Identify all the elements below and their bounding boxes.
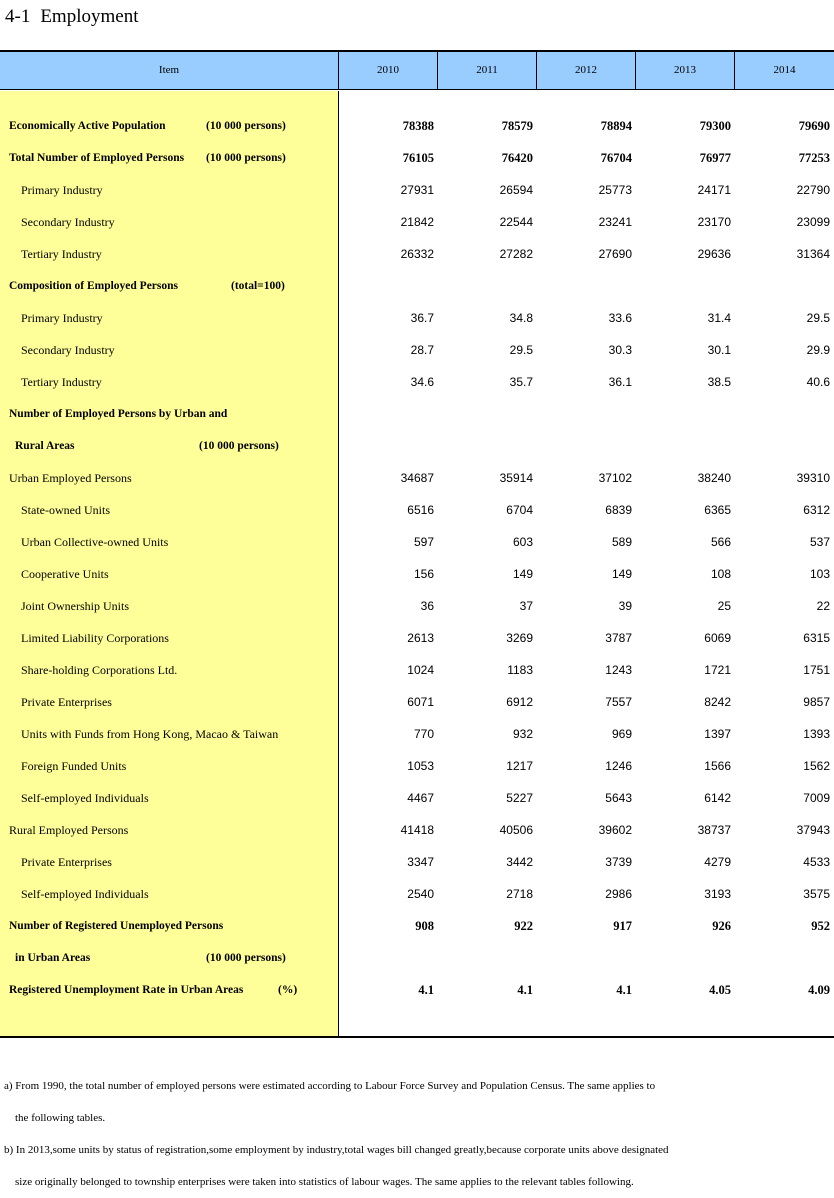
row-label: State-owned Units bbox=[21, 503, 110, 517]
row-label: Units with Funds from Hong Kong, Macao & Taiwan bbox=[21, 727, 279, 741]
row-value-2012: 27690 bbox=[598, 247, 632, 261]
row-value-2010: 4467 bbox=[407, 791, 434, 805]
row-value-2011 bbox=[443, 942, 533, 974]
table-row bbox=[0, 590, 834, 622]
row-value-2013: 76977 bbox=[699, 151, 731, 165]
row-value-2013: 31.4 bbox=[707, 311, 731, 325]
header-year-2014: 2014 bbox=[734, 52, 834, 89]
row-value-2012 bbox=[542, 942, 632, 974]
row-label: Urban Collective-owned Units bbox=[21, 535, 169, 549]
row-value-2013: 1566 bbox=[704, 759, 731, 773]
row-value-2010: 1024 bbox=[407, 663, 434, 677]
row-value-2013: 3193 bbox=[704, 887, 731, 901]
row-value-2011: 1183 bbox=[507, 663, 533, 677]
row-value-2012: 3787 bbox=[605, 631, 632, 645]
row-value-2011: 3269 bbox=[506, 631, 533, 645]
row-value-2012: 917 bbox=[613, 919, 632, 933]
row-unit: (10 000 persons) bbox=[206, 952, 286, 964]
row-value-2013 bbox=[641, 270, 731, 302]
row-value-2010 bbox=[344, 270, 434, 302]
table-row bbox=[0, 654, 834, 686]
row-value-2014 bbox=[740, 270, 830, 302]
row-label: Self-employed Individuals bbox=[21, 791, 149, 805]
row-unit: (10 000 persons) bbox=[206, 152, 286, 164]
row-value-2010: 597 bbox=[413, 535, 434, 549]
row-label: Composition of Employed Persons bbox=[9, 280, 178, 292]
row-value-2014: 103 bbox=[809, 567, 830, 581]
row-value-2012: 5643 bbox=[605, 791, 632, 805]
table-row bbox=[0, 558, 834, 590]
row-unit: (total=100) bbox=[231, 280, 285, 292]
row-value-2012: 36.1 bbox=[608, 375, 632, 389]
header-year-2012: 2012 bbox=[536, 52, 635, 89]
row-value-2014 bbox=[740, 430, 830, 462]
table-title: Employment bbox=[40, 6, 139, 27]
row-value-2013: 38240 bbox=[697, 471, 731, 485]
table-header bbox=[0, 52, 834, 90]
row-value-2014: 7009 bbox=[803, 791, 830, 805]
row-value-2014: 1393 bbox=[803, 727, 830, 741]
row-label: Self-employed Individuals bbox=[21, 887, 149, 901]
table-row bbox=[0, 302, 834, 334]
table-number: 4-1 bbox=[5, 6, 31, 27]
row-value-2012 bbox=[542, 270, 632, 302]
page-title bbox=[5, 6, 138, 28]
row-value-2012: 1246 bbox=[605, 759, 632, 773]
table-row bbox=[0, 110, 834, 142]
row-value-2014: 22 bbox=[816, 599, 830, 613]
row-value-2014: 4533 bbox=[803, 855, 830, 869]
row-value-2010: 21842 bbox=[400, 215, 434, 229]
row-value-2011: 922 bbox=[514, 919, 533, 933]
row-value-2014: 9857 bbox=[803, 695, 830, 709]
row-value-2013: 6142 bbox=[704, 791, 731, 805]
row-value-2011: 22544 bbox=[499, 215, 533, 229]
footnote-line: the following tables. bbox=[15, 1112, 106, 1124]
row-value-2010: 2540 bbox=[407, 887, 434, 901]
row-label: Tertiary Industry bbox=[21, 375, 102, 389]
table-row bbox=[0, 750, 834, 782]
table-row bbox=[0, 494, 834, 526]
table-row bbox=[0, 174, 834, 206]
row-value-2014: 23099 bbox=[796, 215, 830, 229]
row-label: Registered Unemployment Rate in Urban Areas bbox=[9, 984, 244, 996]
table-row bbox=[0, 366, 834, 398]
row-value-2014: 3575 bbox=[803, 887, 830, 901]
row-value-2010: 78388 bbox=[402, 119, 434, 133]
row-value-2012: 3739 bbox=[605, 855, 632, 869]
row-value-2011: 35914 bbox=[499, 471, 533, 485]
table-row bbox=[0, 878, 834, 910]
row-value-2012: 589 bbox=[611, 535, 632, 549]
row-value-2014: 37943 bbox=[796, 823, 830, 837]
row-label: Total Number of Employed Persons bbox=[9, 152, 185, 164]
row-value-2010: 36.7 bbox=[410, 311, 434, 325]
row-unit: (%) bbox=[278, 984, 298, 996]
row-value-2014: 952 bbox=[811, 919, 830, 933]
footnote-line: b) In 2013,some units by status of registration,some employment by industry,total wages bill changed greatly,because corporate units above designated bbox=[4, 1144, 669, 1156]
table-row bbox=[0, 398, 834, 430]
row-value-2012: 33.6 bbox=[608, 311, 632, 325]
table-row bbox=[0, 206, 834, 238]
row-label: Foreign Funded Units bbox=[21, 759, 127, 773]
table-row bbox=[0, 270, 834, 302]
row-value-2010: 36 bbox=[420, 599, 434, 613]
table-row bbox=[0, 718, 834, 750]
row-value-2012: 6839 bbox=[605, 503, 632, 517]
row-label: Economically Active Population bbox=[9, 120, 166, 132]
header-year-2010: 2010 bbox=[338, 52, 437, 89]
row-value-2011: 5227 bbox=[506, 791, 533, 805]
row-value-2012: 25773 bbox=[598, 183, 632, 197]
row-value-2010: 28.7 bbox=[410, 343, 434, 357]
row-value-2011: 26594 bbox=[499, 183, 533, 197]
row-value-2011 bbox=[443, 430, 533, 462]
row-value-2014 bbox=[740, 398, 830, 430]
row-label: Primary Industry bbox=[21, 183, 103, 197]
row-value-2010: 6516 bbox=[407, 503, 434, 517]
footnote-line: a) From 1990, the total number of employed persons were estimated according to Labour Force Survey and Population Census. The same applies to bbox=[4, 1080, 656, 1092]
row-value-2010: 27931 bbox=[400, 183, 434, 197]
row-value-2014: 40.6 bbox=[806, 375, 830, 389]
row-value-2011 bbox=[443, 270, 533, 302]
row-value-2010: 1053 bbox=[407, 759, 434, 773]
row-value-2014: 6312 bbox=[803, 503, 830, 517]
table-row bbox=[0, 814, 834, 846]
row-value-2010 bbox=[344, 430, 434, 462]
row-value-2014: 29.9 bbox=[806, 343, 830, 357]
table-row bbox=[0, 142, 834, 174]
row-value-2011: 3442 bbox=[506, 855, 533, 869]
row-value-2013 bbox=[641, 430, 731, 462]
row-value-2010: 41418 bbox=[400, 823, 434, 837]
row-value-2013: 8242 bbox=[704, 695, 731, 709]
row-value-2011: 6912 bbox=[506, 695, 533, 709]
row-label: in Urban Areas bbox=[15, 952, 91, 964]
row-value-2012: 78894 bbox=[600, 119, 632, 133]
table-row bbox=[0, 686, 834, 718]
row-value-2010: 34.6 bbox=[410, 375, 434, 389]
row-label: Urban Employed Persons bbox=[9, 471, 132, 485]
table-row bbox=[0, 526, 834, 558]
row-value-2012: 149 bbox=[611, 567, 632, 581]
row-value-2013: 24171 bbox=[697, 183, 731, 197]
row-value-2013: 4279 bbox=[704, 855, 731, 869]
header-item: Item bbox=[158, 64, 180, 76]
row-value-2010: 26332 bbox=[400, 247, 434, 261]
row-value-2010: 770 bbox=[413, 727, 434, 741]
row-value-2014: 1562 bbox=[803, 759, 830, 773]
row-value-2013: 30.1 bbox=[707, 343, 731, 357]
row-value-2011: 29.5 bbox=[509, 343, 533, 357]
row-value-2014 bbox=[740, 942, 830, 974]
row-value-2014: 6315 bbox=[803, 631, 830, 645]
row-value-2011: 149 bbox=[512, 567, 533, 581]
row-value-2014: 22790 bbox=[796, 183, 830, 197]
row-value-2014: 39310 bbox=[796, 471, 830, 485]
row-value-2010: 2613 bbox=[407, 631, 434, 645]
row-value-2010 bbox=[344, 942, 434, 974]
row-value-2011: 932 bbox=[512, 727, 533, 741]
row-label: Rural Areas bbox=[15, 440, 75, 452]
row-value-2013: 1397 bbox=[704, 727, 731, 741]
row-value-2011: 37 bbox=[519, 599, 533, 613]
footnotes bbox=[4, 1070, 830, 1198]
table-row bbox=[0, 782, 834, 814]
row-value-2013: 38.5 bbox=[707, 375, 731, 389]
row-value-2012: 39602 bbox=[598, 823, 632, 837]
row-value-2010: 4.1 bbox=[418, 983, 434, 997]
row-value-2010: 156 bbox=[413, 567, 434, 581]
row-value-2012: 37102 bbox=[598, 471, 632, 485]
row-value-2012 bbox=[542, 430, 632, 462]
row-value-2011: 76420 bbox=[501, 151, 533, 165]
table-row bbox=[0, 622, 834, 654]
row-value-2011: 35.7 bbox=[509, 375, 533, 389]
row-label: Share-holding Corporations Ltd. bbox=[21, 663, 178, 677]
row-value-2011: 6704 bbox=[506, 503, 533, 517]
row-value-2012: 39 bbox=[618, 599, 632, 613]
row-label: Secondary Industry bbox=[21, 343, 115, 357]
row-value-2014: 537 bbox=[809, 535, 830, 549]
row-value-2010 bbox=[344, 398, 434, 430]
row-value-2012: 4.1 bbox=[616, 983, 632, 997]
row-value-2013: 1721 bbox=[704, 663, 731, 677]
row-label: Private Enterprises bbox=[21, 695, 112, 709]
row-label: Cooperative Units bbox=[21, 567, 109, 581]
row-label: Secondary Industry bbox=[21, 215, 115, 229]
row-value-2011 bbox=[443, 398, 533, 430]
row-value-2011: 1217 bbox=[506, 759, 533, 773]
row-value-2012: 1243 bbox=[605, 663, 632, 677]
header-year-2013: 2013 bbox=[635, 52, 734, 89]
row-value-2012: 969 bbox=[611, 727, 632, 741]
table-row bbox=[0, 910, 834, 942]
bottom-rule bbox=[0, 1036, 834, 1038]
row-value-2013 bbox=[641, 398, 731, 430]
row-label: Rural Employed Persons bbox=[9, 823, 129, 837]
table-row bbox=[0, 462, 834, 494]
row-value-2013: 79300 bbox=[699, 119, 731, 133]
row-value-2011: 40506 bbox=[499, 823, 533, 837]
row-value-2010: 3347 bbox=[407, 855, 434, 869]
row-value-2010: 6071 bbox=[407, 695, 434, 709]
table-row bbox=[0, 974, 834, 1006]
row-label: Limited Liability Corporations bbox=[21, 631, 169, 645]
row-value-2014: 4.09 bbox=[808, 983, 830, 997]
row-value-2013: 6069 bbox=[704, 631, 731, 645]
row-value-2011: 2718 bbox=[506, 887, 533, 901]
row-value-2010: 34687 bbox=[400, 471, 434, 485]
row-value-2011: 603 bbox=[512, 535, 533, 549]
row-value-2013: 108 bbox=[710, 567, 731, 581]
row-value-2013: 23170 bbox=[697, 215, 731, 229]
row-label: Joint Ownership Units bbox=[21, 599, 129, 613]
row-label: Private Enterprises bbox=[21, 855, 112, 869]
footnote-line: size originally belonged to township enterprises were taken into statistics of labour wages. The same applies to the relevant tables following. bbox=[15, 1176, 634, 1188]
row-value-2012 bbox=[542, 398, 632, 430]
row-label: Primary Industry bbox=[21, 311, 103, 325]
table-row bbox=[0, 942, 834, 974]
row-value-2012: 2986 bbox=[605, 887, 632, 901]
row-value-2011: 4.1 bbox=[517, 983, 533, 997]
table-row bbox=[0, 238, 834, 270]
row-label: Number of Registered Unemployed Persons bbox=[9, 920, 224, 932]
table-row bbox=[0, 334, 834, 366]
row-value-2011: 34.8 bbox=[509, 311, 533, 325]
row-value-2013: 566 bbox=[710, 535, 731, 549]
row-value-2010: 76105 bbox=[402, 151, 434, 165]
row-value-2012: 76704 bbox=[600, 151, 632, 165]
table-row bbox=[0, 846, 834, 878]
row-value-2013: 4.05 bbox=[709, 983, 731, 997]
row-value-2012: 30.3 bbox=[608, 343, 632, 357]
row-value-2012: 7557 bbox=[605, 695, 632, 709]
row-value-2014: 31364 bbox=[796, 247, 830, 261]
row-value-2010: 908 bbox=[415, 919, 434, 933]
row-value-2014: 79690 bbox=[798, 119, 830, 133]
row-label: Tertiary Industry bbox=[21, 247, 102, 261]
row-value-2014: 29.5 bbox=[806, 311, 830, 325]
row-value-2013: 29636 bbox=[697, 247, 731, 261]
header-year-2011: 2011 bbox=[437, 52, 536, 89]
row-value-2011: 27282 bbox=[499, 247, 533, 261]
row-value-2013: 926 bbox=[712, 919, 731, 933]
row-unit: (10 000 persons) bbox=[199, 440, 279, 452]
table-row bbox=[0, 430, 834, 462]
row-value-2012: 23241 bbox=[598, 215, 632, 229]
row-value-2014: 1751 bbox=[803, 663, 830, 677]
row-value-2013: 6365 bbox=[704, 503, 731, 517]
row-value-2014: 77253 bbox=[798, 151, 830, 165]
row-value-2013: 38737 bbox=[697, 823, 731, 837]
row-value-2011: 78579 bbox=[501, 119, 533, 133]
row-value-2013 bbox=[641, 942, 731, 974]
row-value-2013: 25 bbox=[717, 599, 731, 613]
row-label: Number of Employed Persons by Urban and bbox=[9, 408, 228, 420]
row-unit: (10 000 persons) bbox=[206, 120, 286, 132]
